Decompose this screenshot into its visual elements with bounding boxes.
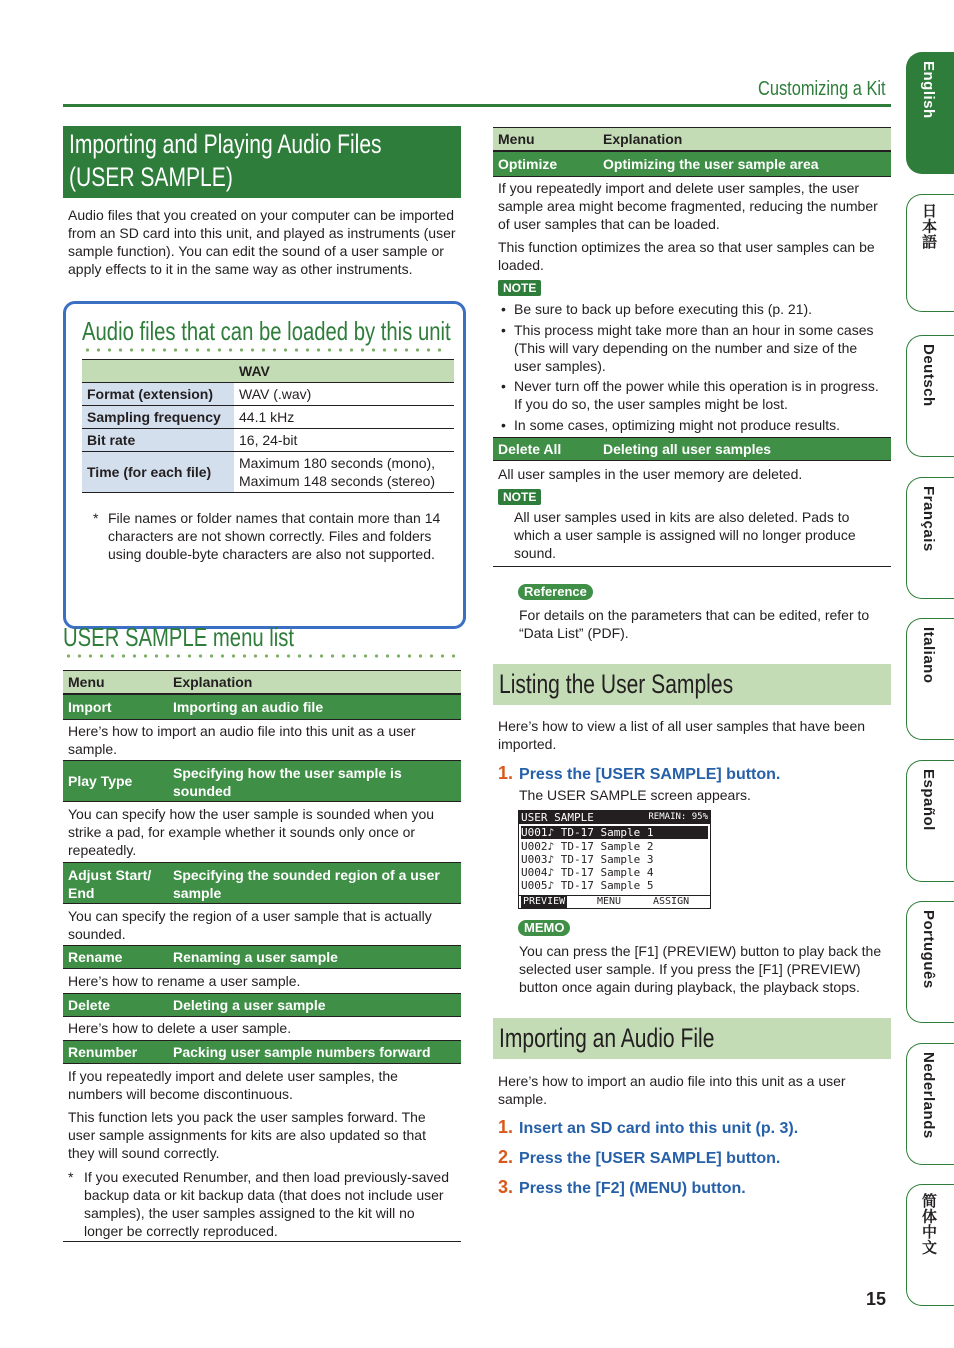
menu-row-optimize: Optimize Optimizing the user sample area — [493, 151, 891, 177]
reference-text: For details on the parameters that can be edited, refer to “Data List” (PDF). — [519, 607, 870, 641]
table-row: Sampling frequency 44.1 kHz — [82, 406, 454, 429]
menu-row-delete: Delete Deleting a user sample — [63, 993, 461, 1017]
listing-step-note: The USER SAMPLE screen appears. — [519, 787, 751, 803]
dotted-rule — [82, 348, 444, 352]
menu-table-head-right: Menu Explanation — [493, 127, 891, 151]
menu-desc: Here’s how to delete a user sample. — [68, 1020, 292, 1036]
tab-italian[interactable]: Italiano — [906, 618, 954, 740]
tab-german[interactable]: Deutsch — [906, 335, 954, 457]
screen-row: U005♪ TD-17 Sample 5 — [521, 879, 654, 892]
tab-chinese[interactable]: 简体中文 — [906, 1184, 954, 1306]
dotted-rule — [63, 654, 461, 658]
importing-intro: Here’s how to import an audio file into this unit as a user sample. — [498, 1073, 846, 1107]
screen-function-bar — [519, 895, 710, 908]
footnote-mark: * — [68, 1169, 74, 1185]
delete-all-desc: All user samples in the user memory are deleted. — [498, 466, 803, 482]
listing-intro: Here’s how to view a list of all user samples that have been imported. — [498, 718, 866, 752]
screen-row: U004♪ TD-17 Sample 4 — [521, 866, 654, 879]
menu-desc: This function lets you pack the user samples forward. The user sample assignments for kits are also updated so that they will sound correctly. — [68, 1109, 426, 1161]
menu-desc: You can specify the region of a user sample that is actually sounded. — [68, 908, 432, 942]
menu-table-head: Menu Explanation — [63, 670, 461, 694]
importing-title: Importing an Audio File — [493, 1018, 891, 1059]
note-bullet: • Never turn off the power while this operation is in progress. If you do so, the user samples might be lost. — [514, 377, 888, 413]
menu-list-heading: USER SAMPLE menu list — [63, 622, 295, 652]
f2-label: MENU — [597, 896, 622, 907]
spec-table — [82, 359, 454, 493]
screen-row: U001♪ TD-17 Sample 1 — [521, 826, 708, 839]
header-rule — [63, 104, 891, 107]
reference-badge: Reference — [518, 584, 593, 600]
table-bottom-rule — [63, 1241, 461, 1242]
menu-row-adjust: Adjust Start/ End Specifying the sounded region of a user sample — [63, 862, 461, 904]
import-step-3: 3. Press the [F2] (MENU) button. — [498, 1177, 746, 1197]
panel-footnote: File names or folder names that contain more than 14 characters are not shown correctly. Files and folders using double-byte characters are also not supported. — [108, 510, 441, 562]
note-bullet: • In some cases, optimizing might not produce results. — [514, 416, 888, 434]
listing-title: Listing the User Samples — [493, 664, 891, 705]
menu-row-renumber: Renumber Packing user sample numbers forward — [63, 1040, 461, 1064]
spec-head: WAV — [234, 360, 454, 383]
listing-step: 1. Press the [USER SAMPLE] button. — [498, 763, 781, 783]
tab-french[interactable]: Français — [906, 477, 954, 599]
note-badge: NOTE — [498, 489, 541, 505]
import-step-2: 2. Press the [USER SAMPLE] button. — [498, 1147, 781, 1167]
footnote-mark: * — [93, 510, 99, 526]
table-bottom-rule — [493, 566, 891, 567]
tab-spanish[interactable]: Español — [906, 760, 954, 882]
optimize-desc-2: This function optimizes the area so that user samples can be loaded. — [498, 239, 875, 273]
menu-desc: You can specify how the user sample is sounded when you strike a pad, for example whether it sounds only once or repeatedly. — [68, 806, 435, 858]
user-sample-screen — [518, 810, 711, 909]
menu-desc: Here’s how to rename a user sample. — [68, 973, 301, 989]
menu-desc: If you repeatedly import and delete user samples, the numbers will become discontinuous. — [68, 1068, 398, 1102]
tab-portuguese[interactable]: Português — [906, 901, 954, 1023]
note-bullet: • This process might take more than an hour in some cases (This will vary depending on the number and size of the user samples). — [514, 321, 888, 375]
note-badge: NOTE — [498, 280, 541, 296]
tab-english[interactable]: English — [906, 52, 954, 174]
menu-row-delete-all: Delete All Deleting all user samples — [493, 437, 891, 461]
screen-row: U002♪ TD-17 Sample 2 — [521, 840, 654, 853]
memo-text: You can press the [F1] (PREVIEW) button to play back the selected user sample. If you press the [F1] (PREVIEW) button once again during playback, the playback stops. — [519, 943, 882, 995]
page-number: 15 — [866, 1289, 887, 1309]
optimize-desc: If you repeatedly import and delete user samples, the user sample area might become fragmented, reducing the number of user samples that can be loaded. — [498, 180, 878, 232]
note-bullet: • Be sure to back up before executing this (p. 21). — [514, 300, 888, 318]
menu-row-play-type: Play Type Specifying how the user sample is sounded — [63, 760, 461, 802]
delete-all-note: All user samples used in kits are also deleted. Pads to which a user sample is assigned will no longer produce sound. — [514, 509, 856, 561]
table-row: Format (extension) WAV (.wav) — [82, 383, 454, 406]
section-header: Customizing a Kit — [758, 78, 886, 100]
f3-label: ASSIGN — [653, 896, 690, 907]
menu-row-rename: Rename Renaming a user sample — [63, 945, 461, 969]
f1-label: PREVIEW — [523, 896, 566, 907]
table-row: Time (for each file) Maximum 180 seconds (mono), Maximum 148 seconds (stereo) — [82, 452, 454, 493]
tab-japanese[interactable]: 日本語 — [906, 194, 954, 312]
section-title: Importing and Playing Audio Files (USER SAMPLE) — [63, 126, 461, 198]
import-step-1: 1. Insert an SD card into this unit (p. 3). — [498, 1117, 799, 1137]
screen-row: U003♪ TD-17 Sample 3 — [521, 853, 654, 866]
menu-row-import: Import Importing an audio file — [63, 694, 461, 720]
tab-dutch[interactable]: Nederlands — [906, 1043, 954, 1165]
panel-heading: Audio files that can be loaded by this unit — [82, 316, 451, 346]
intro-text: Audio files that you created on your computer can be imported from an SD card into this unit, and played as instruments (user sample function). You can edit the sound of a user sample or apply effects to it in the same way as other instruments. — [68, 207, 456, 277]
renumber-note: If you executed Renumber, and then load previously-saved backup data or kit backup data (that does not include user samples), the user samples assigned to the kit will no longer be correctly reproduced. — [84, 1169, 450, 1239]
screen-title-bar: USER SAMPLE REMAIN: 95% — [521, 811, 708, 824]
table-row: Bit rate 16, 24-bit — [82, 429, 454, 452]
menu-desc: Here’s how to import an audio file into this unit as a user sample. — [68, 723, 416, 757]
memo-badge: MEMO — [518, 920, 570, 936]
